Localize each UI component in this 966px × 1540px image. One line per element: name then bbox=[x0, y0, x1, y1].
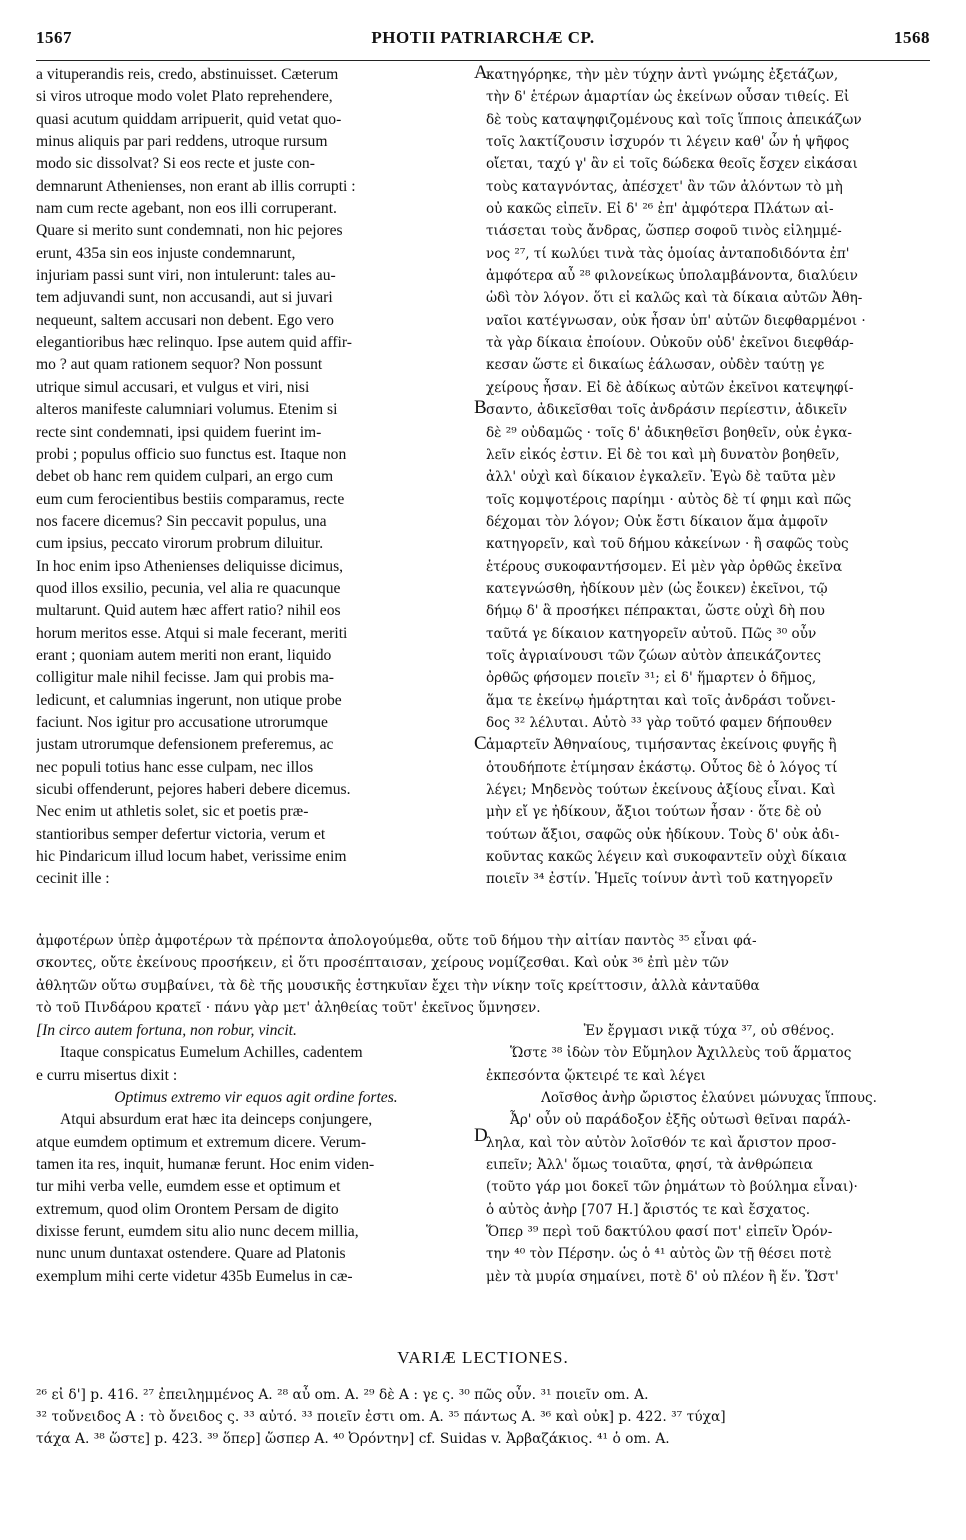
latin-quote-pindar: [In circo autem fortuna, non robur, vincit. bbox=[36, 1022, 297, 1039]
greek-full-line: ἀμφοτέρων ὑπὲρ ἀμφοτέρων τὰ πρέποντα ἀπολογούμεθα, οὔτε τοῦ δήμου τὴν αἰτίαν παντὸς ³⁵ εἶναι φά- bbox=[36, 933, 757, 949]
latin-text-line: modo sic dissolvat? Si eos recte et juste con- bbox=[36, 155, 315, 173]
page-header bbox=[36, 28, 930, 58]
greek-paragraph-absurdum bbox=[486, 1109, 932, 1288]
latin-text-line: elegantioribus hæc relinquo. Ipse autem quid affir- bbox=[36, 334, 352, 352]
latin-text-line: nequeunt, saltem accusari non debent. Ego vero bbox=[36, 311, 334, 329]
latin-text-line: quasi acutum quiddam arripuerit, quid vetat quo- bbox=[36, 110, 342, 128]
latin-text-line: nam cum recte agebant, non eos illi corruperant. bbox=[36, 200, 337, 218]
latin-text-line: a vituperandis reis, credo, abstinuisset. Cæterum bbox=[36, 66, 339, 83]
greek-text-line: τοῖς ἀγριαίνουσι τῶν ζώων αὐτὸν ἀπεικάζοντες bbox=[486, 647, 821, 664]
greek-text-line: ἀλλ' οὐχὶ καὶ δίκαιον ἐγκαλεῖν. Ἐγὼ δὲ ταῦτα μὲν bbox=[486, 469, 836, 486]
greek-text-line: κατεγνώσθη, ἠδίκουν μὲν (ὡς ἔοικεν) ἐκεῖνοι, τῷ bbox=[486, 580, 828, 597]
latin-text-line: Quare si merito sunt condemnati, non hic pejores bbox=[36, 222, 343, 240]
section-marker-c: C bbox=[474, 733, 487, 754]
greek-text-line: ὁ αὐτὸς ἀνὴρ [707 H.] ἄριστός τε καὶ ἔσχατος. bbox=[486, 1201, 811, 1218]
greek-text-line: δέχομαι τὸν λόγον; Οὐκ ἔστι δίκαιον ἅμα ἀμφοῖν bbox=[486, 513, 828, 530]
greek-text-line: τὰ γὰρ δίκαια ἐποίουν. Οὐκοῦν οὐδ' ἐκεῖνοι διεφθάρ- bbox=[486, 335, 854, 352]
latin-text-line: erant ; quoniam autem meriti non erant, liquido bbox=[36, 646, 332, 664]
greek-text-line: δήμῳ δ' ἃ προσήκει πέπρακται, ὥστε οὐχὶ δὴ που bbox=[486, 603, 825, 620]
greek-text-line: μὲν τὰ μυρία σημαίνει, ποτὲ δ' οὐ πλέον ἢ ἕν. Ὥστ' bbox=[486, 1268, 839, 1285]
greek-paragraph-eumelus bbox=[486, 1042, 932, 1087]
latin-text-line: e curru misertus dixit : bbox=[36, 1066, 178, 1084]
greek-quote-homer: Λοῖσθος ἀνὴρ ὤριστος ἐλαύνει μώνυχας ἵππους. bbox=[541, 1090, 877, 1107]
greek-text-line: νος ²⁷, τί κωλύει τινὰ τὰς ὁμοίας ἀνταποδιδόντα ἐπ' bbox=[486, 245, 850, 262]
greek-text-line: κεσαν ὥστε εἰ δικαίως ἑάλωσαν, οὐδὲν ταύτῃ γε bbox=[486, 357, 825, 374]
greek-text-line: ἀμφότερα αὖ ²⁸ φιλονείκως ὑπολαμβάνοντα, διαλύειν bbox=[486, 268, 858, 285]
greek-text-line: ληλα, καὶ τὸν αὐτὸν λοῖσθόν τε καὶ ἄριστον προσ- bbox=[486, 1134, 837, 1151]
latin-paragraph-eumelus bbox=[36, 1042, 476, 1087]
latin-text-line: utrique simul accusari, et vulgus et viri, nisi bbox=[36, 378, 310, 396]
greek-text-line: λέγει; Μηδενὸς τούτων ἐκείνους ἀξίους εἶναι. Καὶ bbox=[486, 782, 836, 798]
latin-text-line: faciunt. Nos igitur pro accusatione utrorumque bbox=[36, 713, 328, 731]
greek-text-line: ἐκπεσόντα ᾤκτειρέ τε καὶ λέγει bbox=[486, 1067, 706, 1084]
variae-note-line: τάχα A. ³⁸ ὥστε] p. 423. ³⁹ ὅπερ] ὥσπερ A. ⁴⁰ Ὀρόντην] cf. Suidas v. Ἀρβαζάκιος. ⁴¹ ὁ om. A. bbox=[36, 1431, 670, 1447]
left-page-number: 1567 bbox=[36, 28, 72, 47]
greek-column-top bbox=[486, 64, 932, 891]
greek-text-line: (τοῦτο γάρ μοι δοκεῖ τῶν ῥημάτων τὸ βούλημα εἶναι)· bbox=[486, 1179, 858, 1196]
latin-text-line: justam utrorumque defensionem preferemus, ac bbox=[36, 736, 334, 754]
latin-text-line: exemplum mihi certe videtur 435b Eumelus in cæ- bbox=[36, 1267, 353, 1285]
greek-text-line: δος ³² λέλυται. Αὐτὸ ³³ γὰρ τοῦτό φαμεν δήπουθεν bbox=[486, 714, 833, 731]
greek-text-line: δὲ τοὺς καταψηφιζομένους καὶ τοῖς ἵπποις ἀπεικάζων bbox=[486, 111, 862, 128]
variae-lectiones-notes bbox=[36, 1384, 932, 1450]
latin-text-line: cum ipsius, peccato virorum probrum diluitur. bbox=[36, 535, 324, 553]
greek-text-line: ταῦτά γε δίκαιον κατηγορεῖν αὐτοῦ. Πῶς ³⁰ οὖν bbox=[486, 625, 817, 642]
running-title: PHOTII PATRIARCHÆ CP. bbox=[371, 28, 595, 47]
greek-text-line: την ⁴⁰ τὸν Πέρσην. ὡς ὁ ⁴¹ αὐτὸς ὢν τῇ θέσει ποτὲ bbox=[486, 1246, 832, 1263]
latin-text-line: si viros utroque modo volet Plato reprehendere, bbox=[36, 88, 333, 106]
variae-note-line: ³² τοὔνειδος A : τὸ ὄνειδος ς. ³³ αὐτό. ³³ ποιεῖν ἐστι om. A. ³⁵ πάντως A. ³⁶ καὶ οὐκ] p. 422. ³⁷ τύχα] bbox=[36, 1409, 726, 1425]
greek-text-line: κοῦντας κακῶς λέγειν καὶ συκοφαντεῖν οὐχὶ δίκαια bbox=[486, 849, 847, 866]
greek-text-line: ὀρθῶς φήσομεν ποιεῖν ³¹; εἰ δ' ἥμαρτεν ὁ δῆμος, bbox=[486, 670, 817, 687]
latin-text-line: nunc unum duntaxat ostendere. Quare ad Platonis bbox=[36, 1245, 346, 1263]
variae-note-line: ²⁶ εἰ δ'] p. 416. ²⁷ ἐπειλημμένος A. ²⁸ αὖ om. A. ²⁹ δὲ A : γε ς. ³⁰ πῶς οὖν. ³¹ ποιεῖν om. A. bbox=[36, 1387, 649, 1403]
variae-lectiones-title: VARIÆ LECTIONES. bbox=[397, 1348, 569, 1367]
header-rule bbox=[36, 60, 930, 61]
greek-text-line: δὲ ²⁹ οὐδαμῶς · τοῖς δ' ἀδικηθεῖσι βοηθεῖν, οὐκ ἐγκα- bbox=[486, 424, 852, 441]
latin-text-line: tamen ita res, inquit, humanæ ferunt. Hoc enim viden- bbox=[36, 1156, 375, 1174]
latin-text-line: demnarunt Athenienses, non erant ab illis corrupti : bbox=[36, 177, 356, 195]
latin-text-line: horum meritos esse. Atqui si male fecerant, meriti bbox=[36, 624, 348, 642]
latin-text-line: debet ob hanc rem quidem culpari, an ergo cum bbox=[36, 468, 334, 486]
greek-quote-pindar: Ἐν ἔργμασι νικᾷ τύχα ³⁷, οὐ σθένος. bbox=[583, 1023, 835, 1039]
latin-text-line: tur mihi verba velle, eumdem esse et optimum et bbox=[36, 1178, 341, 1196]
section-marker-b: B bbox=[474, 397, 487, 418]
latin-text-line: alteros manifeste calumniari volumus. Etenim si bbox=[36, 401, 338, 419]
latin-text-line: Nec enim ut athletis solet, sic et poetis præ- bbox=[36, 803, 309, 821]
latin-text-line: In hoc enim ipso Athenienses deliquisse dicimus, bbox=[36, 557, 344, 575]
greek-text-line: ἅμα τε ἐκείνῳ ἡμάρτηται καὶ τοῖς ἀνδράσι τοὔνει- bbox=[486, 692, 836, 709]
greek-text-line: ὁτουδήποτε ἐτίμησαν ἑκάστῳ. Οὗτος δὲ ὁ λόγος τί bbox=[486, 759, 838, 776]
greek-text-line: τὴν δ' ἑτέρων ἁμαρτίαν ὡς ἐκείνων οὖσαν τιθείς. Εἰ bbox=[486, 89, 850, 106]
latin-quote-homer: Optimus extremo vir equos agit ordine fortes. bbox=[114, 1089, 398, 1107]
greek-text-line: τοῖς λακτίζουσιν ἰσχυρόν τι λέγειν καθ' ὧν ἡ ψῆφος bbox=[486, 134, 850, 151]
greek-text-line: οἴεται, ταχύ γ' ἂν εἰ τοῖς δώδεκα θεοῖς ἔσχεν εἰκάσαι bbox=[486, 156, 858, 173]
greek-full-line: τὸ τοῦ Πινδάρου κρατεῖ · πάνυ γὰρ μετ' ἀληθείας τοῦτ' ἐκεῖνος ὕμνησεν. bbox=[36, 1000, 541, 1017]
greek-text-line: οὐ κακῶς εἰπεῖν. Εἰ δ' ²⁶ ἐπ' ἀμφότερα Πλάτων αἰ- bbox=[486, 201, 834, 218]
latin-text-line: tem adjuvandi sunt, non accusandi, aut si juvari bbox=[36, 289, 333, 307]
greek-text-line: ἁμαρτεῖν Ἀθηναίους, τιμήσαντας ἐκείνοις φυγῆς ἢ bbox=[486, 737, 837, 754]
right-page-number: 1568 bbox=[894, 28, 930, 47]
latin-column-bottom bbox=[36, 1020, 476, 1288]
latin-column-top bbox=[36, 64, 476, 891]
latin-text-line: hic Pindaricum illud locum habet, verissime enim bbox=[36, 848, 347, 866]
greek-text-line: κατηγορεῖν, καὶ τοῦ δήμου κἀκείνων · ἢ σαφῶς τοὺς bbox=[486, 536, 849, 553]
latin-text-line: quod illos exsilio, pecunia, vel alia re quacunque bbox=[36, 579, 341, 597]
greek-text-line: Ἆρ' οὖν οὐ παράδοξον ἐξῆς οὑτωσὶ θεῖναι παράλ- bbox=[510, 1112, 851, 1129]
greek-text-line: σαντο, ἀδικεῖσθαι τοῖς ἀνδράσιν περίεστιν, ἀδικεῖν bbox=[486, 402, 848, 419]
latin-text-line: Itaque conspicatus Eumelum Achilles, cadentem bbox=[60, 1044, 363, 1062]
greek-text-line: τιάσεται τοὺς ἄνδρας, ὥσπερ σοφοῦ τινὸς εἰλημμέ- bbox=[486, 223, 842, 240]
latin-text-line: probi ; populus officio suo functus est. Itaque non bbox=[36, 445, 347, 463]
greek-text-line: χείρους ἦσαν. Εἰ δὲ ἀδίκως αὐτῶν ἐκεῖνοι κατεψηφί- bbox=[486, 379, 854, 396]
greek-full-width-passage bbox=[36, 930, 932, 1019]
greek-column-bottom bbox=[486, 1020, 932, 1288]
section-marker-d: D bbox=[474, 1125, 488, 1146]
greek-text-line: Ὅπερ ³⁹ περὶ τοῦ δακτύλου φασί ποτ' εἰπεῖν Ὀρόν- bbox=[486, 1224, 833, 1241]
latin-text-line: Atqui absurdum erat hæc ita deinceps conjungere, bbox=[60, 1111, 373, 1129]
greek-text-line: ἑτέρους συκοφαντήσομεν. Εἰ μὲν γὰρ ὀρθῶς ἐκεῖνα bbox=[486, 558, 843, 575]
latin-text-line: recte sint condemnati, ipsi quidem fuerint im- bbox=[36, 423, 322, 441]
latin-text-line: minus aliquis par pari reddens, utroque rursum bbox=[36, 133, 328, 151]
greek-text-line: λεῖν εἰκός ἐστιν. Εἰ δὲ τοι καὶ μὴ δυνατὸν βοηθεῖν, bbox=[486, 446, 840, 463]
greek-full-line: σκοντες, οὔτε ἐκείνους προσήκειν, εἰ ὅτι προσέπταισαν, χείρους νομίζεσθαι. Καὶ οὐκ ³⁶ ἐπὶ μὲν τῶν bbox=[36, 955, 729, 972]
greek-full-line: ἀθλητῶν οὕτω συμβαίνει, τὰ δὲ τῆς μουσικῆς ἑστηκυῖαν ἔχει τὴν νίκην τοῖς κρείττοσιν, ἀλλὰ κἀνταῦθα bbox=[36, 977, 760, 994]
latin-text-line: injuriam passi sunt viri, non intulerunt: tales au- bbox=[36, 267, 336, 285]
greek-text-line: τοῖς κομψοτέροις παρίημι · αὐτὸς δὲ τί φημι καὶ πῶς bbox=[486, 491, 852, 508]
greek-text-line: τοὺς καταγνόντας, ἀπέσχετ' ἂν τῶν ἀλόντων τὸ μὴ bbox=[486, 178, 843, 195]
latin-text-line: mo ? aut quam rationem sequor? Non possunt bbox=[36, 356, 323, 374]
greek-text-line: ὡδὶ τὸν λόγον. ὅτι εἰ καλῶς καὶ τὰ δίκαια αὐτῶν Ἀθη- bbox=[486, 290, 863, 307]
latin-text-line: erunt, 435a sin eos injuste condemnarunt, bbox=[36, 244, 296, 262]
latin-text-line: eum cum ferocientibus bestiis comparamus, recte bbox=[36, 490, 345, 508]
greek-text-line: ποιεῖν ³⁴ ἐστίν. Ἡμεῖς τοίνυν ἀντὶ τοῦ κατηγορεῖν bbox=[486, 871, 833, 888]
latin-text-line: ledicunt, et calumnias ingerunt, non utique probe bbox=[36, 691, 342, 709]
latin-text-line: cecinit ille : bbox=[36, 870, 110, 888]
greek-text-line: ειπεῖν; Ἀλλ' ὅμως τοιαῦτα, φησί, τὰ ἀνθρώπεια bbox=[486, 1157, 813, 1174]
latin-text-line: multarunt. Quid autem hæc affert ratio? nihil eos bbox=[36, 602, 341, 620]
greek-text-line: ναῖοι κατέγνωσαν, οὐκ ἦσαν ὑπ' αὐτῶν διεφθαρμένοι · bbox=[486, 312, 866, 329]
section-marker-a: A bbox=[474, 62, 488, 83]
greek-text-line: κατηγόρηκε, τὴν μὲν τύχην ἀντὶ γνώμης ἐξετάζων, bbox=[486, 67, 839, 83]
latin-paragraph-absurdum bbox=[36, 1109, 476, 1288]
greek-text-line: Ὥστε ³⁸ ἰδὼν τὸν Εὔμηλον Ἀχιλλεὺς τοῦ ἅρματος bbox=[510, 1045, 852, 1062]
greek-text-line: τούτων ἄξιοι, σαφῶς οὐκ ἠδίκουν. Τοὺς δ' οὐκ ἀδι- bbox=[486, 826, 840, 843]
latin-text-line: extremum, quod olim Orontem Persam de digito bbox=[36, 1200, 339, 1218]
latin-text-line: colligitur male nihil fecisse. Jam qui probis ma- bbox=[36, 669, 334, 687]
latin-text-line: stantioribus semper defertur victoria, verum et bbox=[36, 825, 326, 843]
greek-text-line: μὴν εἴ γε ἠδίκουν, ἄξιοι τούτων ἦσαν · ὅτε δὲ οὐ bbox=[486, 804, 822, 821]
latin-text-line: nec populi totius hanc esse culpam, nec illos bbox=[36, 758, 314, 776]
latin-text-line: atque eumdem optimum et extremum dicere. Verum- bbox=[36, 1133, 367, 1151]
latin-text-line: nos facere dicemus? Sin peccavit populus, una bbox=[36, 512, 327, 530]
latin-text-line: sicubi offenderunt, pejores haberi debere dicemus. bbox=[36, 781, 351, 798]
latin-text-line: dixisse ferunt, eumdem situ alio nunc decem millia, bbox=[36, 1223, 359, 1241]
